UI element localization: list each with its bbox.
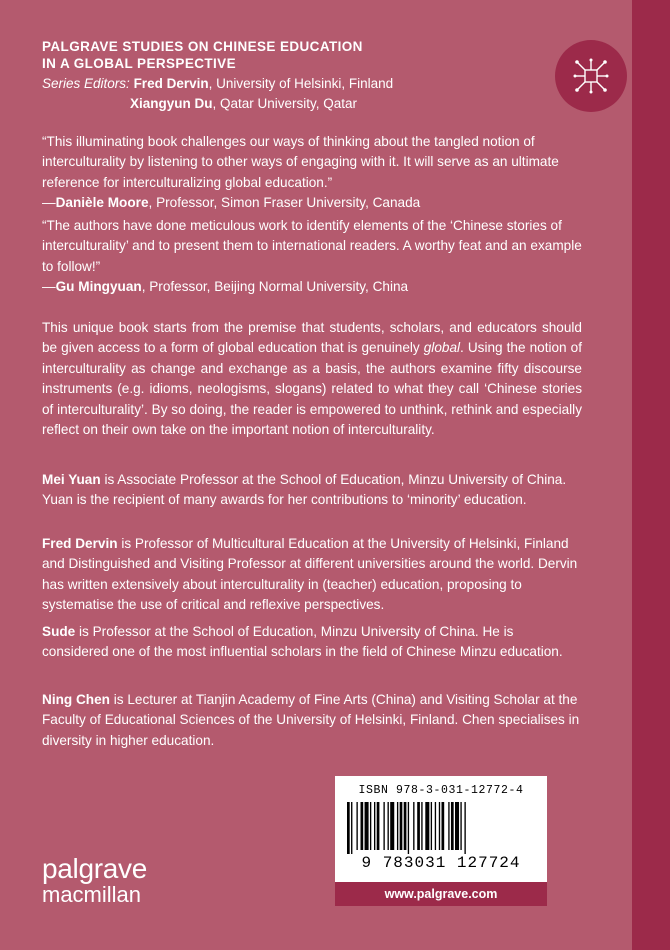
series-logo-icon [555,40,627,112]
book-description [42,318,582,440]
barcode-bar [361,802,364,850]
publisher-url[interactable]: www.palgrave.com [335,882,547,906]
barcode-bar [404,802,407,850]
series-title [42,38,562,72]
quote-affiliation: , Professor, Simon Fraser University, Canada [148,195,421,211]
barcode-bar [425,802,429,850]
barcode-bar [442,802,445,850]
editors-label: Series Editors: [42,76,130,91]
quote-attribution [42,277,582,297]
spine-band [632,0,670,950]
barcode-bar [448,802,449,850]
bio-text: is Lecturer at Tianjin Academy of Fine Arts (China) and Visiting Scholar at the Faculty of Educational Sciences of the University of Helsinki, Finland. Chen specialises in diversity in higher education. [42,692,580,748]
bio-text: is Associate Professor at the School of Education, Minzu University of China. Yuan is the recipient of many awards for her contributions to ‘minority’ education. [42,472,567,508]
barcode-bar [365,802,369,850]
endorsement-quote-1 [42,132,582,214]
barcode-bars-icon [345,802,537,854]
barcode-bar [455,802,459,850]
endorsement-quote-2 [42,216,582,298]
barcode-bar [439,802,440,850]
barcode-bar [374,802,375,850]
quote-author: Gu Mingyuan [55,279,142,295]
author-bio-2 [42,534,582,616]
bio-text: is Professor at the School of Education, Minzu University of China. He is considered one of the most influential scholars in the field of Chinese Minzu education. [42,624,563,660]
barcode-bar [431,802,432,850]
barcode-bar [390,802,394,850]
barcode-bar [417,802,420,850]
series-title-line2: IN A GLOBAL PERSPECTIVE [42,56,236,71]
author-bio-3 [42,622,582,663]
quote-dash: — [42,195,56,211]
quote-text: “The authors have done meticulous work to identify elements of the ‘Chinese stories of interculturality’ and to present them to international readers. A worthy feat and an example to follow!” [42,218,582,274]
quote-text: “This illuminating book challenges our ways of thinking about the tangled notion of interculturality by listening to other ways of engaging with it. It will serve as an ultimate reference for interculturalizing global education.” [42,134,559,190]
author-bio-1 [42,470,582,511]
description-part1: This unique book starts from the premise that students, scholars, and educators should be given access to a form of global education that is genuinely [42,320,582,356]
barcode-bar [400,802,403,850]
barcode-number: 9 783031 127724 [361,854,521,872]
editor1-name: Fred Dervin [133,76,209,91]
series-editors [42,74,542,114]
barcode-bar [451,802,454,850]
barcode-bar [435,802,436,850]
description-part2: . Using the notion of interculturality as change and exchange as a basis, the authors examine fifty discourse instruments (e.g. idioms, neologisms, slogans) related to what they call ‘Chinese stories of interculturality’. By so doing, the reader is empowered to unthink, rethink and especially reflect on their own take on the important notion of interculturality. [42,340,582,438]
isbn-barcode [335,776,547,890]
isbn-text: ISBN 978-3-031-12772-4 [358,784,524,797]
barcode-bar [351,802,352,854]
editor2-affiliation: , Qatar University, Qatar [212,96,358,111]
publisher-logo-line2: macmillan [42,882,142,907]
bio-text: is Professor of Multicultural Education at the University of Helsinki, Finland and Distinguished and Visiting Professor at different universities around the world. Dervin has written extensively about interculturality in (teacher) education, proposing to systematise the use of critical and reflexive perspectives. [42,536,578,613]
barcode-bar [408,802,409,854]
barcode-bar [388,802,389,850]
description-emphasis: global [423,340,461,356]
barcode-bar [464,802,465,854]
series-title-line1: PALGRAVE STUDIES ON CHINESE EDUCATION [42,39,363,54]
barcode-bar [413,802,414,850]
bio-name: Sude [42,624,76,639]
bio-name: Fred Dervin [42,536,118,551]
bio-name: Mei Yuan [42,472,101,487]
barcode-bar [377,802,380,850]
barcode-bar [370,802,371,850]
author-bio-4 [42,690,582,751]
quote-affiliation: , Professor, Beijing Normal University, China [141,279,409,295]
barcode-bar [397,802,398,850]
publisher-logo-line1: palgrave [42,853,148,884]
barcode-bar [460,802,461,850]
barcode-bar [356,802,357,850]
barcode-bar [383,802,384,850]
barcode-bar [347,802,350,854]
quote-dash: — [42,279,56,295]
editor2-name: Xiangyun Du [130,96,213,111]
editor1-affiliation: , University of Helsinki, Finland [208,76,394,91]
bio-name: Ning Chen [42,692,110,707]
quote-author: Danièle Moore [55,195,149,211]
quote-attribution [42,193,582,213]
barcode-bar [421,802,422,850]
